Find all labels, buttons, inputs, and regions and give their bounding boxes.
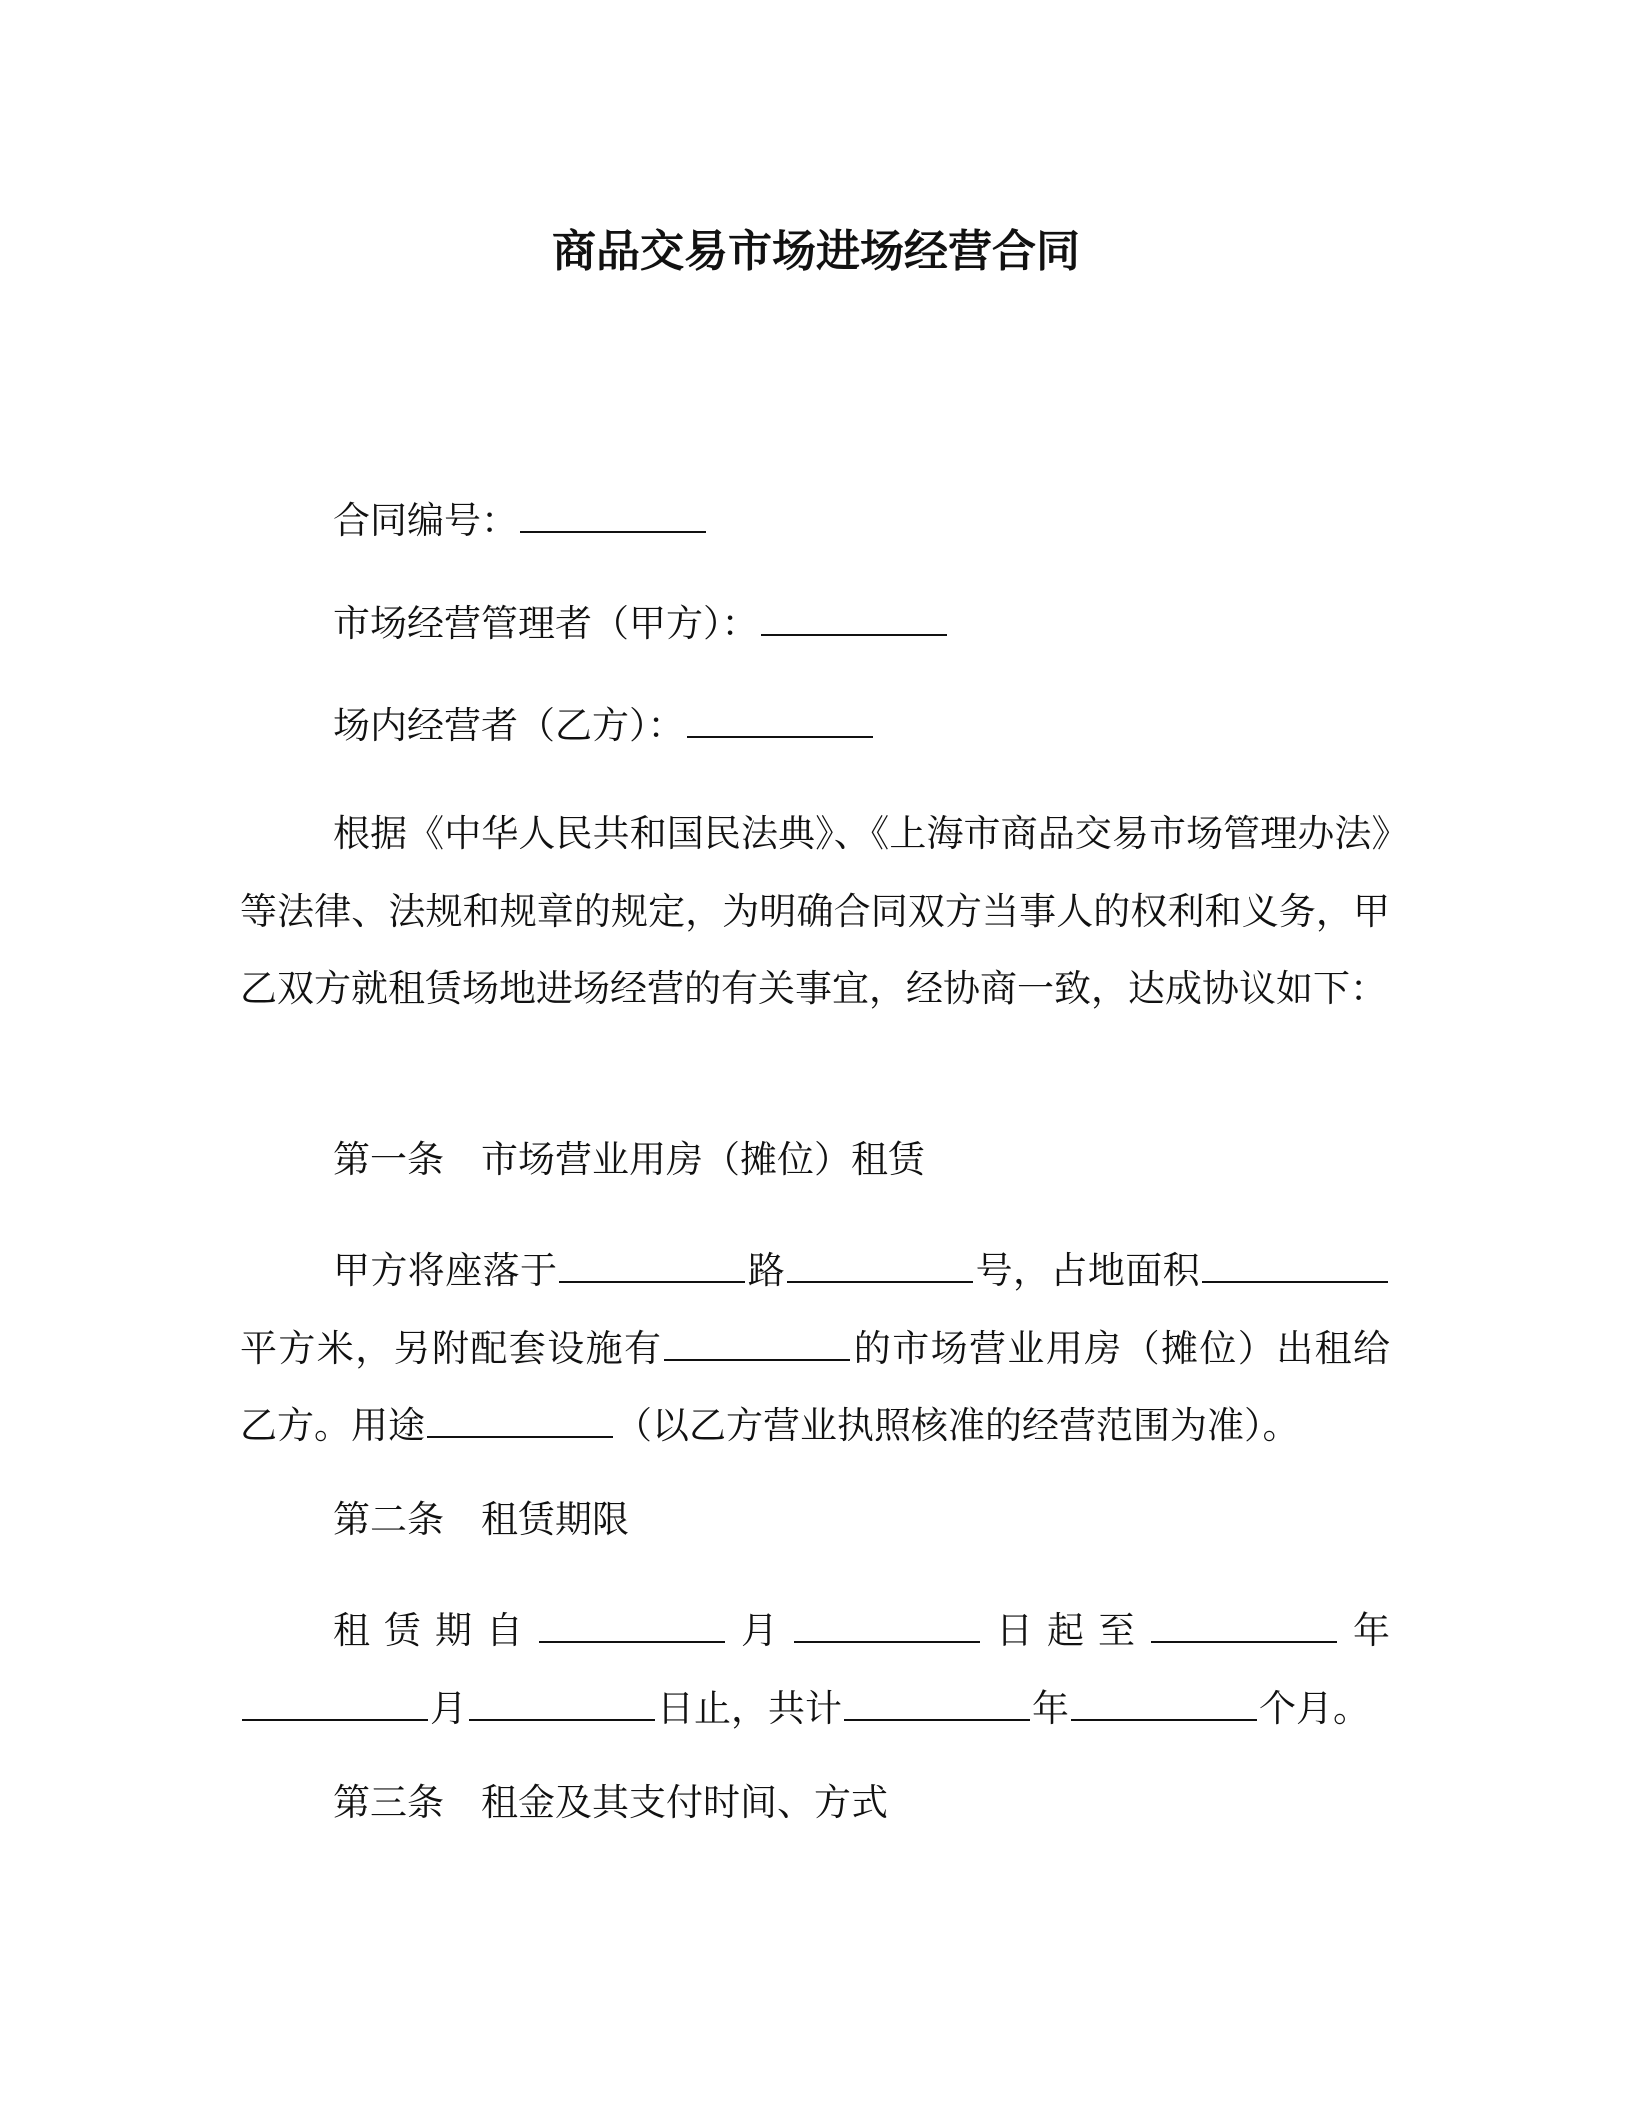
article1-text-1: 甲方将座落于	[333, 1249, 558, 1292]
road-blank[interactable]	[559, 1245, 745, 1283]
contract-number-line	[333, 495, 708, 546]
contract-number-blank[interactable]	[520, 495, 706, 533]
party-a-label: 市场经营管理者（甲方）：	[333, 602, 759, 645]
article2-text-5: 月	[430, 1686, 467, 1730]
article2-text-4: 年	[1339, 1609, 1390, 1652]
area-blank[interactable]	[1202, 1245, 1388, 1283]
party-b-label: 场内经营者（乙方）：	[333, 704, 685, 747]
article2-text-8: 个月。	[1259, 1686, 1370, 1730]
end-month-blank[interactable]	[242, 1683, 428, 1721]
article2-text-3: 日起至	[982, 1609, 1149, 1652]
article1-text-4: 平方米，另附配套设施有	[240, 1326, 663, 1370]
article1-text-6: （以乙方营业执照核准的经营范围为准）。	[615, 1404, 1300, 1447]
preamble-paragraph: 根据《中华人民共和国民法典》、《上海市商品交易市场管理办法》等法律、法规和规章的规定，为明确合同双方当事人的权利和义务，甲乙双方就租赁场地进场经营的有关事宜，经协商一致，达成协议如下：	[240, 812, 1390, 1010]
total-months-blank[interactable]	[1071, 1683, 1257, 1721]
article2-text-1: 租赁期自	[333, 1609, 537, 1652]
end-day-blank[interactable]	[469, 1683, 655, 1721]
start-day-blank[interactable]	[794, 1605, 980, 1643]
article1-text-3: 号，占地面积	[975, 1249, 1201, 1292]
article1-text-2: 路	[747, 1249, 786, 1292]
end-year-blank[interactable]	[1151, 1605, 1337, 1643]
article3-heading: 第三条 租金及其支付时间、方式	[333, 1781, 888, 1824]
facilities-blank[interactable]	[664, 1323, 850, 1361]
document-title: 商品交易市场进场经营合同	[552, 226, 1080, 277]
party-a-blank[interactable]	[761, 598, 947, 636]
total-years-blank[interactable]	[844, 1683, 1030, 1721]
party-b-line	[333, 700, 875, 751]
number-blank[interactable]	[787, 1245, 973, 1283]
article1-paragraph	[240, 1232, 1390, 1465]
article2-heading: 第二条 租赁期限	[333, 1498, 629, 1541]
article1-heading: 第一条 市场营业用房（摊位）租赁	[333, 1138, 925, 1181]
contract-number-label: 合同编号：	[333, 499, 518, 542]
article2-text-7: 年	[1032, 1686, 1069, 1730]
party-a-line	[333, 598, 949, 649]
article2-text-2: 月	[727, 1609, 792, 1652]
start-month-blank[interactable]	[539, 1605, 725, 1643]
article1-text-5: 的市场营业用房（摊位）出租给乙方。用途	[240, 1326, 1391, 1447]
party-b-blank[interactable]	[687, 700, 873, 738]
article2-text-6: 日止，共计	[657, 1686, 842, 1730]
article2-paragraph	[240, 1592, 1390, 1747]
usage-blank[interactable]	[427, 1400, 613, 1438]
